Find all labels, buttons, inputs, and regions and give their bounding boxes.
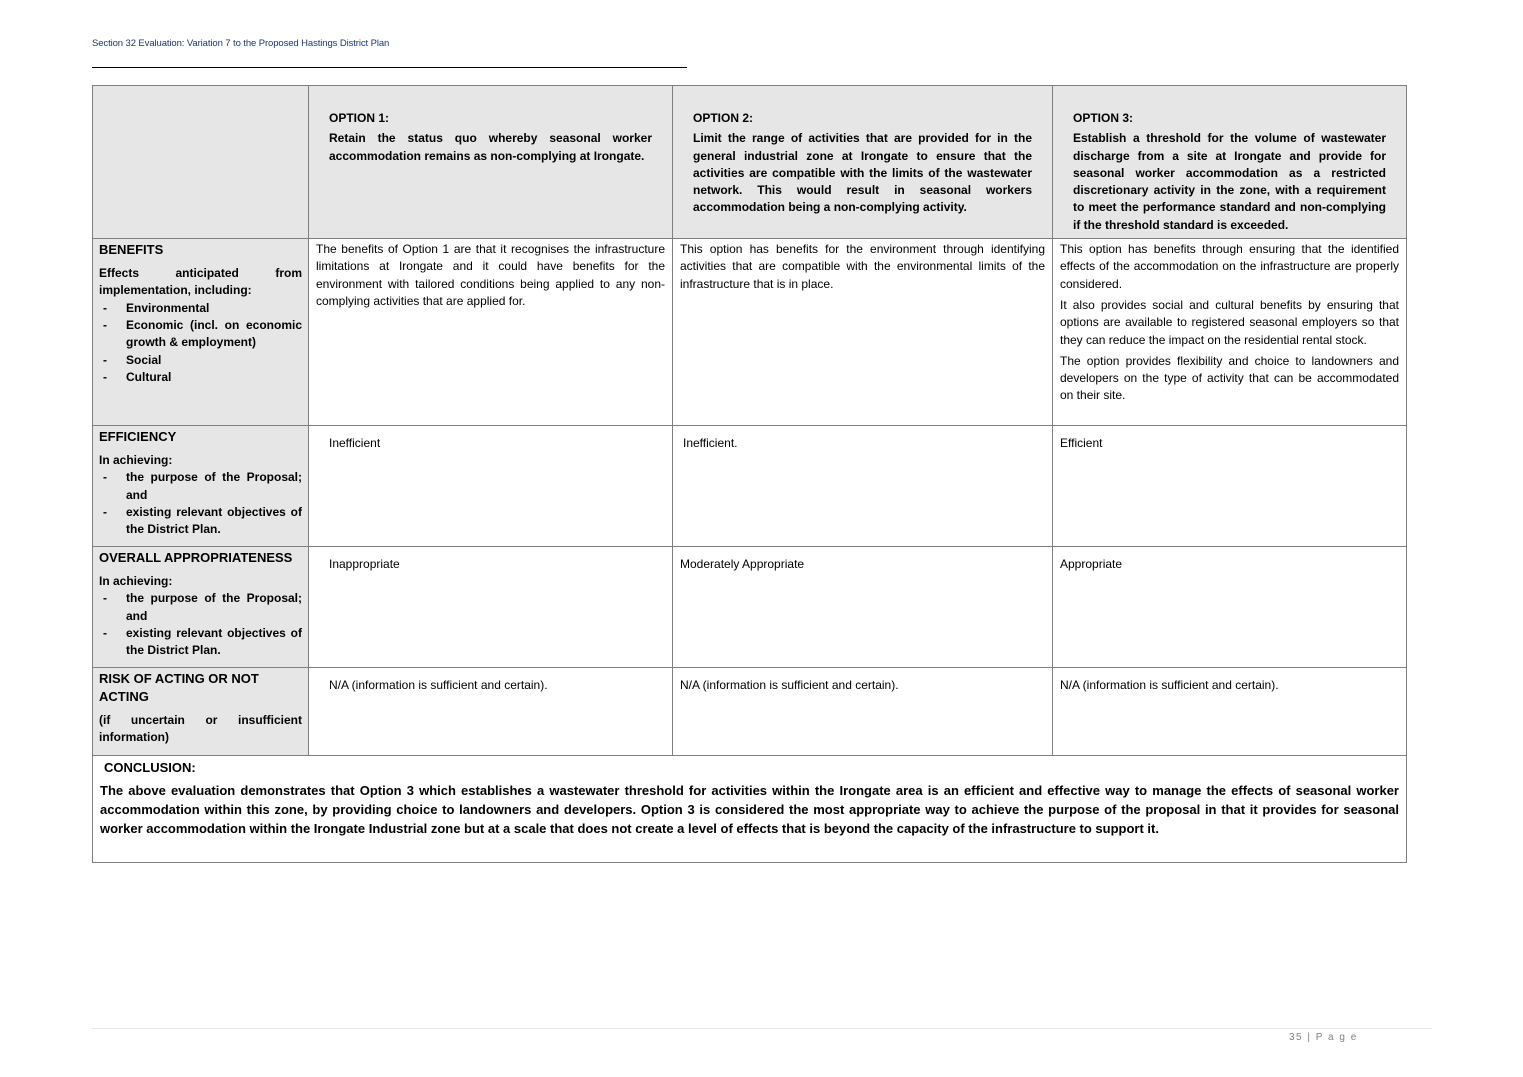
conclusion-text: The above evaluation demonstrates that Option 3 which establishes a wastewater threshold for activities within the Irongate area is an efficient and effective way to manage the effects of seasonal worker accommodation within this zone, by providing choice to landowners and developers. Option 3 is considered the most appropriate way to achieve the purpose of the proposal in that it provides for seasonal worker accommodation within the Irongate Industrial zone but at a scale that does not create a level of effects that is beyond the capacity of the infrastructure to support it. — [100, 783, 1399, 837]
risk-subheading: (if uncertain or insufficient information) — [99, 713, 302, 745]
appropriateness-subheading: In achieving: — [99, 574, 173, 589]
page-number: 35 | P a g e — [1289, 1032, 1358, 1043]
risk-row — [93, 668, 1407, 756]
efficiency-heading: EFFICIENCY — [99, 429, 177, 445]
efficiency-option-3: Efficient — [1053, 426, 1407, 547]
appropriateness-heading: OVERALL APPROPRIATENESS — [99, 550, 293, 566]
evaluation-table — [92, 85, 1407, 863]
efficiency-label-cell — [93, 426, 309, 547]
footer-rule — [92, 1028, 1432, 1029]
efficiency-row — [93, 426, 1407, 547]
list-item: - the purpose of the Proposal; and — [99, 469, 302, 504]
benefits-option-3-para-2: It also provides social and cultural benefits by ensuring that options are available to registered seasonal employers so that they can reduce the impact on the residential rental stock. — [1060, 297, 1399, 347]
risk-option-2: N/A (information is sufficient and certain). — [673, 668, 1053, 756]
benefits-heading: BENEFITS — [99, 242, 164, 258]
efficiency-criteria-list — [99, 469, 302, 538]
risk-heading: RISK OF ACTING OR NOT ACTING — [99, 671, 259, 705]
conclusion-row — [93, 756, 1407, 863]
list-item: - Cultural — [99, 369, 302, 386]
risk-option-1: N/A (information is sufficient and certain). — [309, 668, 673, 756]
option-3-header — [1053, 86, 1407, 239]
option-3-title: OPTION 3: — [1073, 111, 1134, 125]
appropriateness-option-2: Moderately Appropriate — [673, 547, 1053, 668]
benefits-criteria-list — [99, 300, 302, 386]
efficiency-option-2: Inefficient. — [673, 426, 1053, 547]
benefits-option-3-para-3: The option provides flexibility and choice to landowners and developers on the type of activity that can be accommodated on their site. — [1060, 353, 1399, 403]
header-corner-cell — [93, 86, 309, 239]
risk-label-cell — [93, 668, 309, 756]
benefits-option-2 — [673, 239, 1053, 426]
benefits-option-1 — [309, 239, 673, 426]
list-item: - Economic (incl. on economic growth & employment) — [99, 317, 302, 352]
header-rule — [92, 67, 687, 68]
benefits-subheading: Effects anticipated from implementation, including: — [99, 266, 302, 298]
list-item: - Social — [99, 352, 302, 369]
option-1-header — [309, 86, 673, 239]
list-item: - existing relevant objectives of the District Plan. — [99, 504, 302, 539]
benefits-option-3 — [1053, 239, 1407, 426]
appropriateness-option-1: Inappropriate — [309, 547, 673, 668]
list-item: - existing relevant objectives of the District Plan. — [99, 625, 302, 660]
benefits-option-1-text: The benefits of Option 1 are that it recognises the infrastructure limitations at Irongate and it could have benefits for the environment with tailored conditions being applied to any non-complying activities that are applied for. — [316, 242, 665, 308]
list-item: - the purpose of the Proposal; and — [99, 590, 302, 625]
appropriateness-row — [93, 547, 1407, 668]
appropriateness-option-3: Appropriate — [1053, 547, 1407, 668]
conclusion-cell — [93, 756, 1407, 863]
option-3-description: Establish a threshold for the volume of wastewater discharge from a site at Irongate and provide for seasonal worker accommodation as a restricted discretionary activity in the zone, with a requirement to meet the performance standard and non-complying if the threshold standard is exceeded. — [1073, 131, 1386, 232]
risk-option-3: N/A (information is sufficient and certain). — [1053, 668, 1407, 756]
option-2-description: Limit the range of activities that are provided for in the general industrial zone at Irongate to ensure that the activities are compatible with the limits of the wastewater network. This would result in seasonal workers accommodation being a non-complying activity. — [693, 131, 1032, 215]
option-2-header — [673, 86, 1053, 239]
benefits-label-cell — [93, 239, 309, 426]
running-header: Section 32 Evaluation: Variation 7 to the Proposed Hastings District Plan — [92, 38, 390, 49]
benefits-row — [93, 239, 1407, 426]
option-1-description: Retain the status quo whereby seasonal worker accommodation remains as non-complying at Irongate. — [329, 131, 652, 163]
benefits-option-3-para-1: This option has benefits through ensuring that the identified effects of the accommodation on the infrastructure are properly considered. — [1060, 242, 1399, 291]
option-1-title: OPTION 1: — [329, 111, 390, 125]
list-item: - Environmental — [99, 300, 302, 317]
efficiency-option-1: Inefficient — [309, 426, 673, 547]
option-2-title: OPTION 2: — [693, 111, 754, 125]
appropriateness-criteria-list — [99, 590, 302, 659]
options-header-row — [93, 86, 1407, 239]
efficiency-subheading: In achieving: — [99, 453, 173, 468]
appropriateness-label-cell — [93, 547, 309, 668]
benefits-option-2-text: This option has benefits for the environment through identifying activities that are compatible with the environmental limits of the infrastructure that is in place. — [680, 242, 1045, 291]
conclusion-heading: CONCLUSION: — [104, 760, 196, 776]
